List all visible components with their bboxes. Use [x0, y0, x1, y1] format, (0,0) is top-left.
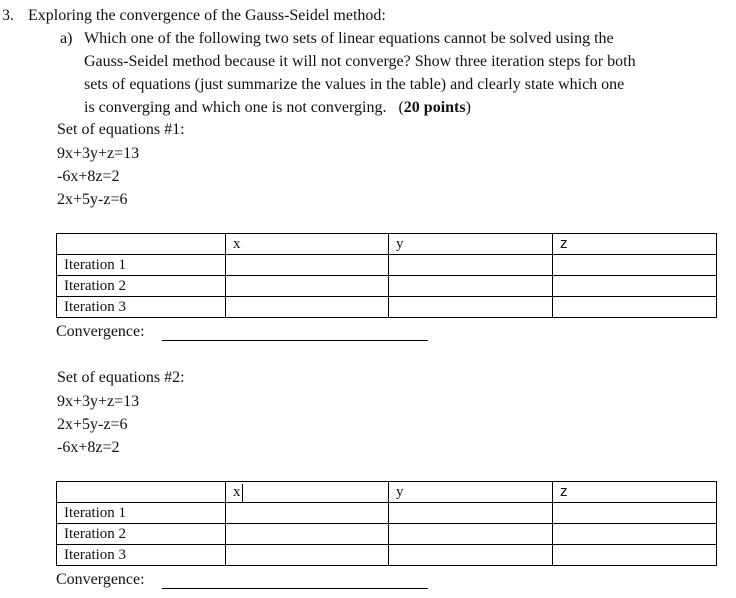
part-text-line-4-text: is converging and which one is not converging.	[84, 99, 387, 116]
cell-z[interactable]	[553, 276, 717, 297]
header-z[interactable]: z	[553, 482, 717, 503]
table-row	[57, 503, 717, 524]
header-y[interactable]: y	[389, 482, 553, 503]
question-number: 3.	[2, 7, 14, 24]
cell-y[interactable]	[389, 524, 553, 545]
cell-x[interactable]	[226, 255, 389, 276]
set2-convergence-answer-line[interactable]	[162, 588, 428, 589]
header-x: x	[233, 484, 241, 500]
part-label: a)	[60, 30, 73, 47]
cell-z[interactable]	[553, 297, 717, 318]
cell-x[interactable]	[226, 276, 389, 297]
set1-iteration-table	[56, 233, 717, 318]
question-title: Exploring the convergence of the Gauss-Seidel method:	[28, 7, 386, 24]
set1-equation-3: 2x+5y-z=6	[57, 191, 128, 208]
set2-equation-1: 9x+3y+z=13	[57, 393, 140, 410]
table-header-row	[57, 482, 717, 503]
table-row	[57, 524, 717, 545]
cell-y[interactable]	[389, 297, 553, 318]
table-row	[57, 255, 717, 276]
set2-heading: Set of equations #2:	[57, 369, 185, 386]
header-x-cell[interactable]	[226, 482, 389, 503]
cell-z[interactable]	[553, 545, 717, 566]
part-text-line-4	[84, 97, 471, 119]
set2-equation-2: 2x+5y-z=6	[57, 416, 128, 433]
cell-z[interactable]	[553, 524, 717, 545]
cell-y[interactable]	[389, 276, 553, 297]
cell-x[interactable]	[226, 524, 389, 545]
header-z[interactable]: z	[553, 234, 717, 255]
set1-equation-2: -6x+8z=2	[57, 168, 120, 185]
row-label: Iteration 1	[57, 503, 226, 524]
cell-x[interactable]	[226, 297, 389, 318]
set2-convergence-label: Convergence:	[56, 571, 145, 588]
cell-z[interactable]	[553, 255, 717, 276]
cell-y[interactable]	[389, 545, 553, 566]
part-text-line-1: Which one of the following two sets of linear equations cannot be solved using the	[84, 30, 614, 47]
set1-convergence-label: Convergence:	[56, 323, 145, 340]
table-header-row	[57, 234, 717, 255]
text-cursor	[242, 484, 243, 502]
part-text-line-2: Gauss-Seidel method because it will not converge? Show three iteration steps for both	[84, 53, 636, 70]
cell-y[interactable]	[389, 503, 553, 524]
header-y[interactable]: y	[389, 234, 553, 255]
cell-x[interactable]	[226, 503, 389, 524]
table-row	[57, 545, 717, 566]
set1-heading: Set of equations #1:	[57, 121, 185, 138]
cell-x[interactable]	[226, 545, 389, 566]
header-blank	[57, 234, 226, 255]
set2-iteration-table	[56, 481, 717, 566]
row-label: Iteration 3	[57, 545, 226, 566]
set1-convergence-answer-line[interactable]	[162, 340, 428, 341]
row-label: Iteration 2	[57, 276, 226, 297]
cell-y[interactable]	[389, 255, 553, 276]
header-blank	[57, 482, 226, 503]
set1-equation-1: 9x+3y+z=13	[57, 145, 140, 162]
row-label: Iteration 1	[57, 255, 226, 276]
part-text-line-3: sets of equations (just summarize the values in the table) and clearly state which one	[84, 76, 625, 93]
table-row	[57, 297, 717, 318]
points-label: (20 points)	[390, 99, 471, 116]
table-row	[57, 276, 717, 297]
cell-z[interactable]	[553, 503, 717, 524]
row-label: Iteration 3	[57, 297, 226, 318]
row-label: Iteration 2	[57, 524, 226, 545]
set2-equation-3: -6x+8z=2	[57, 439, 120, 456]
header-x[interactable]: x	[226, 234, 389, 255]
points-value: 20 points	[403, 99, 466, 116]
